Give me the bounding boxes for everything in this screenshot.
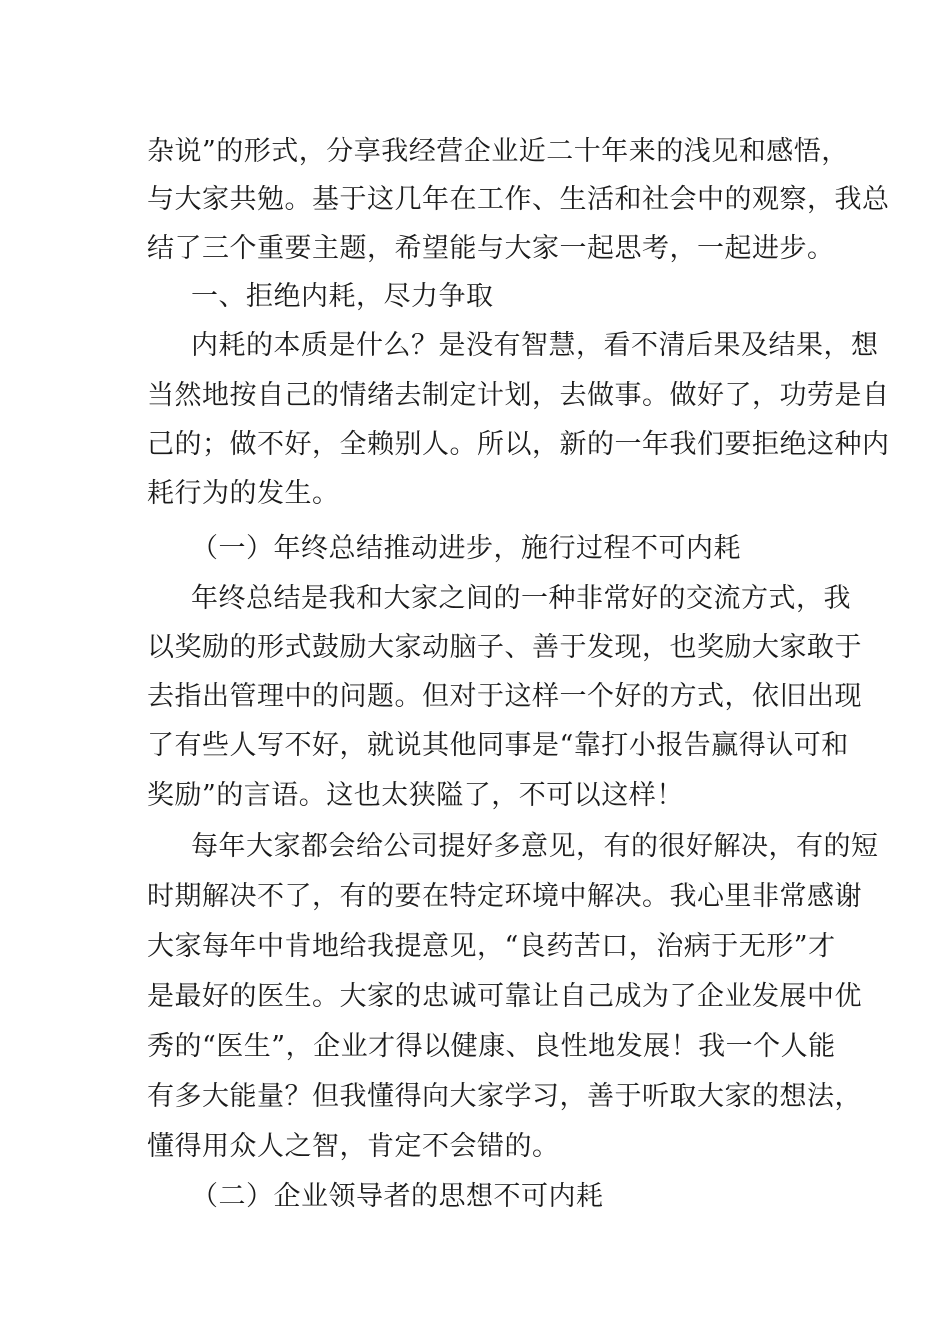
paragraph-2-line-3: 己的；做不好，全赖别人。所以，新的一年我们要拒绝这种内 [147,429,890,460]
paragraph-4-line-6: 有多大能量？但我懂得向大家学习，善于听取大家的想法， [147,1081,862,1112]
paragraph-2-line-1: 内耗的本质是什么？是没有智慧，看不清后果及结果，想 [191,330,879,361]
paragraph-1-line-1: 杂说”的形式，分享我经营企业近二十年来的浅见和感悟， [147,136,849,167]
paragraph-4-line-3: 大家每年中肯地给我提意见，“良药苦口，治病于无形”才 [147,931,836,962]
paragraph-3-line-3: 去指出管理中的问题。但对于这样一个好的方式，依旧出现 [147,681,862,712]
paragraph-3-line-1: 年终总结是我和大家之间的一种非常好的交流方式，我 [191,583,851,614]
paragraph-1-line-2: 与大家共勉。基于这几年在工作、生活和社会中的观察，我总 [147,184,890,215]
paragraph-4-line-7: 懂得用众人之智，肯定不会错的。 [147,1131,560,1162]
paragraph-1-line-3: 结了三个重要主题，希望能与大家一起思考，一起进步。 [147,233,835,264]
section-heading-1: 一、拒绝内耗，尽力争取 [191,281,494,312]
paragraph-3-line-2: 以奖励的形式鼓励大家动脑子、善于发现，也奖励大家敢于 [147,632,862,663]
paragraph-4-line-5: 秀的“医生”，企业才得以健康、良性地发展！我一个人能 [147,1031,836,1062]
paragraph-4-line-4: 是最好的医生。大家的忠诚可靠让自己成为了企业发展中优 [147,981,862,1012]
paragraph-3-line-4: 了有些人写不好，就说其他同事是“靠打小报告赢得认可和 [147,730,849,761]
paragraph-3-line-5: 奖励”的言语。这也太狭隘了，不可以这样！ [147,780,684,811]
paragraph-4-line-2: 时期解决不了，有的要在特定环境中解决。我心里非常感谢 [147,881,862,912]
subsection-heading-1: （一）年终总结推动进步，施行过程不可内耗 [191,533,741,564]
paragraph-2-line-2: 当然地按自己的情绪去制定计划，去做事。做好了，功劳是自 [147,380,890,411]
paragraph-2-line-4: 耗行为的发生。 [147,478,340,509]
paragraph-4-line-1: 每年大家都会给公司提好多意见，有的很好解决，有的短 [191,831,879,862]
subsection-heading-2: （二）企业领导者的思想不可内耗 [191,1181,604,1212]
